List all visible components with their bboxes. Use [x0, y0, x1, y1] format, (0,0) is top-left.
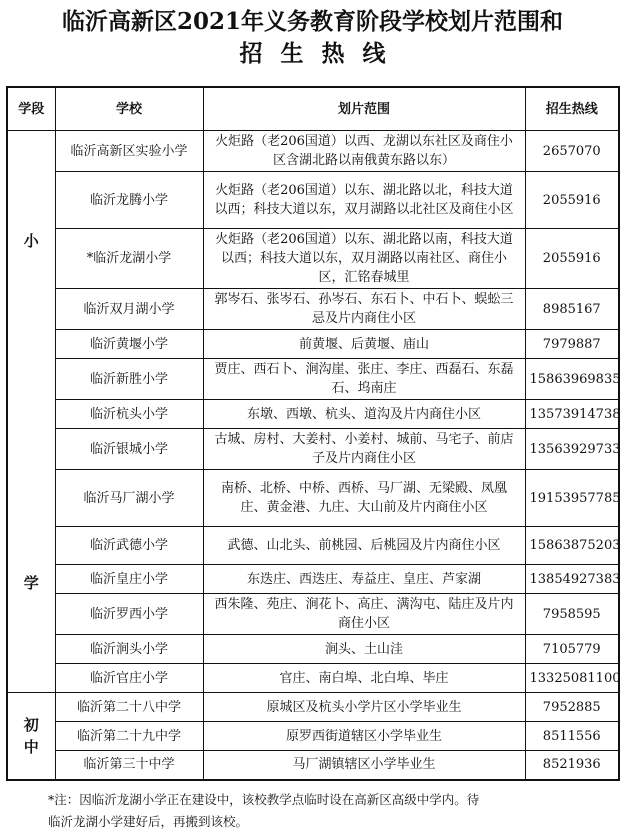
footnote	[48, 789, 608, 833]
school-cell: 临沂银城小学	[55, 429, 203, 470]
table-row	[7, 229, 619, 289]
range-cell: 官庄、南白埠、北白埠、毕庄	[203, 664, 525, 693]
table-row	[7, 751, 619, 780]
hotline-cell: 2055916	[525, 229, 619, 289]
school-cell: 临沂第二十九中学	[55, 722, 203, 751]
range-cell: 东墩、西墩、杭头、道沟及片内商住小区	[203, 400, 525, 429]
range-cell: 古城、房村、大姜村、小姜村、城前、马宅子、前店子及片内商住小区	[203, 429, 525, 470]
range-cell: 火炬路（老206国道）以东、湖北路以南，科技大道以西；科技大道以东，双月湖路以南社区、商住小区，汇铭春城里	[203, 229, 525, 289]
header-level: 学段	[7, 87, 55, 131]
table-row	[7, 470, 619, 527]
middle-level-cell	[7, 693, 55, 780]
middle-level-top: 初	[23, 715, 39, 734]
table-row	[7, 429, 619, 470]
table-row	[7, 594, 619, 635]
title-line-2: 招生热线	[239, 40, 404, 67]
table-row	[7, 289, 619, 330]
hotline-cell: 19153957785	[525, 470, 619, 527]
school-cell: *临沂龙湖小学	[55, 229, 203, 289]
hotline-cell: 15863969835	[525, 359, 619, 400]
hotline-cell: 2657070	[525, 131, 619, 172]
table-row	[7, 693, 619, 722]
range-cell: 原城区及杭头小学片区小学毕业生	[203, 693, 525, 722]
header-hotline: 招生热线	[525, 87, 619, 131]
footnote-line-1: *注：因临沂龙湖小学正在建设中，该校教学点临时设在高新区高级中学内。待	[48, 792, 480, 807]
primary-level-bottom: 学	[23, 573, 39, 592]
table-row	[7, 131, 619, 172]
range-cell: 东迭庄、西迭庄、寿益庄、皇庄、芦家湖	[203, 565, 525, 594]
school-cell: 临沂官庄小学	[55, 664, 203, 693]
header-school: 学校	[55, 87, 203, 131]
range-cell: 南桥、北桥、中桥、西桥、马厂湖、无梁殿、凤凰庄、黄金港、九庄、大山前及片内商住小区	[203, 470, 525, 527]
range-cell: 马厂湖镇辖区小学毕业生	[203, 751, 525, 780]
page-title	[0, 6, 625, 70]
school-cell: 临沂皇庄小学	[55, 565, 203, 594]
middle-level-bottom: 中	[23, 737, 39, 756]
school-district-table	[6, 86, 620, 781]
school-cell: 临沂黄堰小学	[55, 330, 203, 359]
school-cell: 临沂龙腾小学	[55, 172, 203, 229]
hotline-cell: 13854927383	[525, 565, 619, 594]
hotline-cell: 7979887	[525, 330, 619, 359]
school-cell: 临沂马厂湖小学	[55, 470, 203, 527]
range-cell: 贾庄、西石卜、涧沟崖、张庄、李庄、西磊石、东磊石、坞南庄	[203, 359, 525, 400]
school-cell: 临沂高新区实验小学	[55, 131, 203, 172]
primary-level-cell	[7, 131, 55, 693]
school-cell: 临沂双月湖小学	[55, 289, 203, 330]
title-line-1: 临沂高新区2021年义务教育阶段学校划片范围和	[61, 8, 563, 35]
range-cell: 前黄堰、后黄堰、庙山	[203, 330, 525, 359]
school-cell: 临沂新胜小学	[55, 359, 203, 400]
range-cell: 火炬路（老206国道）以东、湖北路以北，科技大道以西；科技大道以东，双月湖路以北社区及商住小区	[203, 172, 525, 229]
hotline-cell: 2055916	[525, 172, 619, 229]
school-cell: 临沂第三十中学	[55, 751, 203, 780]
school-cell: 临沂武德小学	[55, 527, 203, 565]
school-cell: 临沂第二十八中学	[55, 693, 203, 722]
range-cell: 武德、山北头、前桃园、后桃园及片内商住小区	[203, 527, 525, 565]
range-cell: 西朱隆、苑庄、涧花卜、高庄、满沟屯、陆庄及片内商住小区	[203, 594, 525, 635]
table-row	[7, 400, 619, 429]
hotline-cell: 8511556	[525, 722, 619, 751]
school-cell: 临沂杭头小学	[55, 400, 203, 429]
table-row	[7, 722, 619, 751]
primary-level-top: 小	[23, 231, 39, 250]
table-row	[7, 635, 619, 664]
table-row	[7, 172, 619, 229]
hotline-cell: 7105779	[525, 635, 619, 664]
table-row	[7, 330, 619, 359]
hotline-cell: 13573914738	[525, 400, 619, 429]
hotline-cell: 7952885	[525, 693, 619, 722]
hotline-cell: 15863875203	[525, 527, 619, 565]
hotline-cell: 8521936	[525, 751, 619, 780]
footnote-line-2: 临沂龙湖小学建好后，再搬到该校。	[48, 814, 249, 829]
table-row	[7, 359, 619, 400]
range-cell: 原罗西街道辖区小学毕业生	[203, 722, 525, 751]
table-row	[7, 527, 619, 565]
table-row	[7, 664, 619, 693]
table-header-row	[7, 87, 619, 131]
hotline-cell: 13325081100	[525, 664, 619, 693]
school-cell: 临沂罗西小学	[55, 594, 203, 635]
range-cell: 郭岑石、张岑石、孙岑石、东石卜、中石卜、蜈蚣三忌及片内商住小区	[203, 289, 525, 330]
table-row	[7, 565, 619, 594]
hotline-cell: 7958595	[525, 594, 619, 635]
school-cell: 临沂涧头小学	[55, 635, 203, 664]
range-cell: 火炬路（老206国道）以西、龙湖以东社区及商住小区含湖北路以南俄黄东路以东）	[203, 131, 525, 172]
hotline-cell: 13563929733	[525, 429, 619, 470]
header-range: 划片范围	[203, 87, 525, 131]
hotline-cell: 8985167	[525, 289, 619, 330]
range-cell: 涧头、土山洼	[203, 635, 525, 664]
